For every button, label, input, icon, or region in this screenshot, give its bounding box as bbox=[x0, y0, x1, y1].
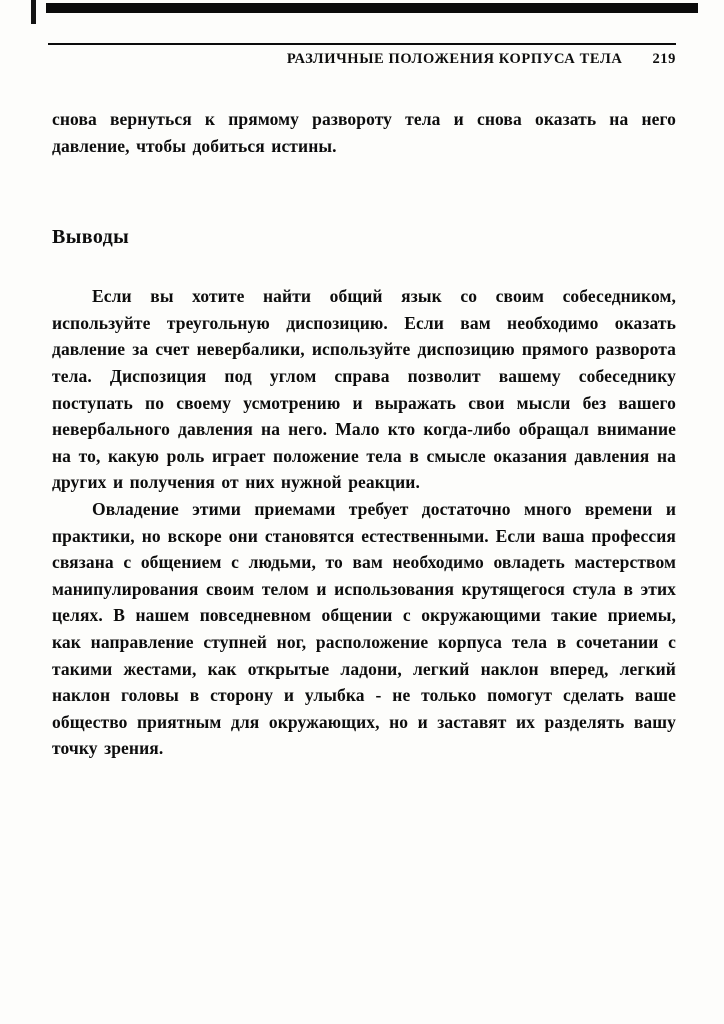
scan-artifact-top-bar bbox=[46, 3, 698, 13]
scan-artifact-corner bbox=[31, 0, 36, 24]
paragraph: Овладение этими приемами требует достаточно много времени и практики, но вскоре они становятся естественными. Если ваша профессия связана с общением с людьми, то вам необходимо овладеть мастерством манипулирования своим телом и использования крутящегося стула в этих целях. В нашем повседневном общении с окружающими такие приемы, как направление ступней ног, расположение корпуса тела в сочетании с такими жестами, как открытые ладони, легкий наклон вперед, легкий наклон головы в сторону и улыбка - не только помогут сделать ваше общество приятным для окружающих, но и заставят их разделять вашу точку зрения. bbox=[52, 498, 676, 759]
header-rule bbox=[48, 43, 676, 45]
page-number: 219 bbox=[652, 51, 676, 67]
paragraph-continuation: снова вернуться к прямому развороту тела и снова оказать на него давление, чтобы добиться истины. bbox=[52, 109, 676, 156]
running-header-title: РАЗЛИЧНЫЕ ПОЛОЖЕНИЯ КОРПУСА ТЕЛА bbox=[286, 51, 623, 67]
section-heading: Выводы bbox=[52, 226, 130, 249]
running-header bbox=[48, 51, 676, 68]
paragraph: Если вы хотите найти общий язык со своим собеседником, используйте треугольную диспозицию. Если вам необходимо оказать давление за счет невербалики, используйте диспозицию прямого разворота тела. Диспозиция под углом справа позволит вашему собеседнику поступать по своему усмотрению и выражать свои мысли без вашего невербального давления на него. Мало кто когда-либо обращал внимание на то, какую роль играет положение тела в смысле оказания давления на других и получения от них нужной реакции. bbox=[52, 286, 676, 493]
page-body bbox=[52, 106, 676, 762]
